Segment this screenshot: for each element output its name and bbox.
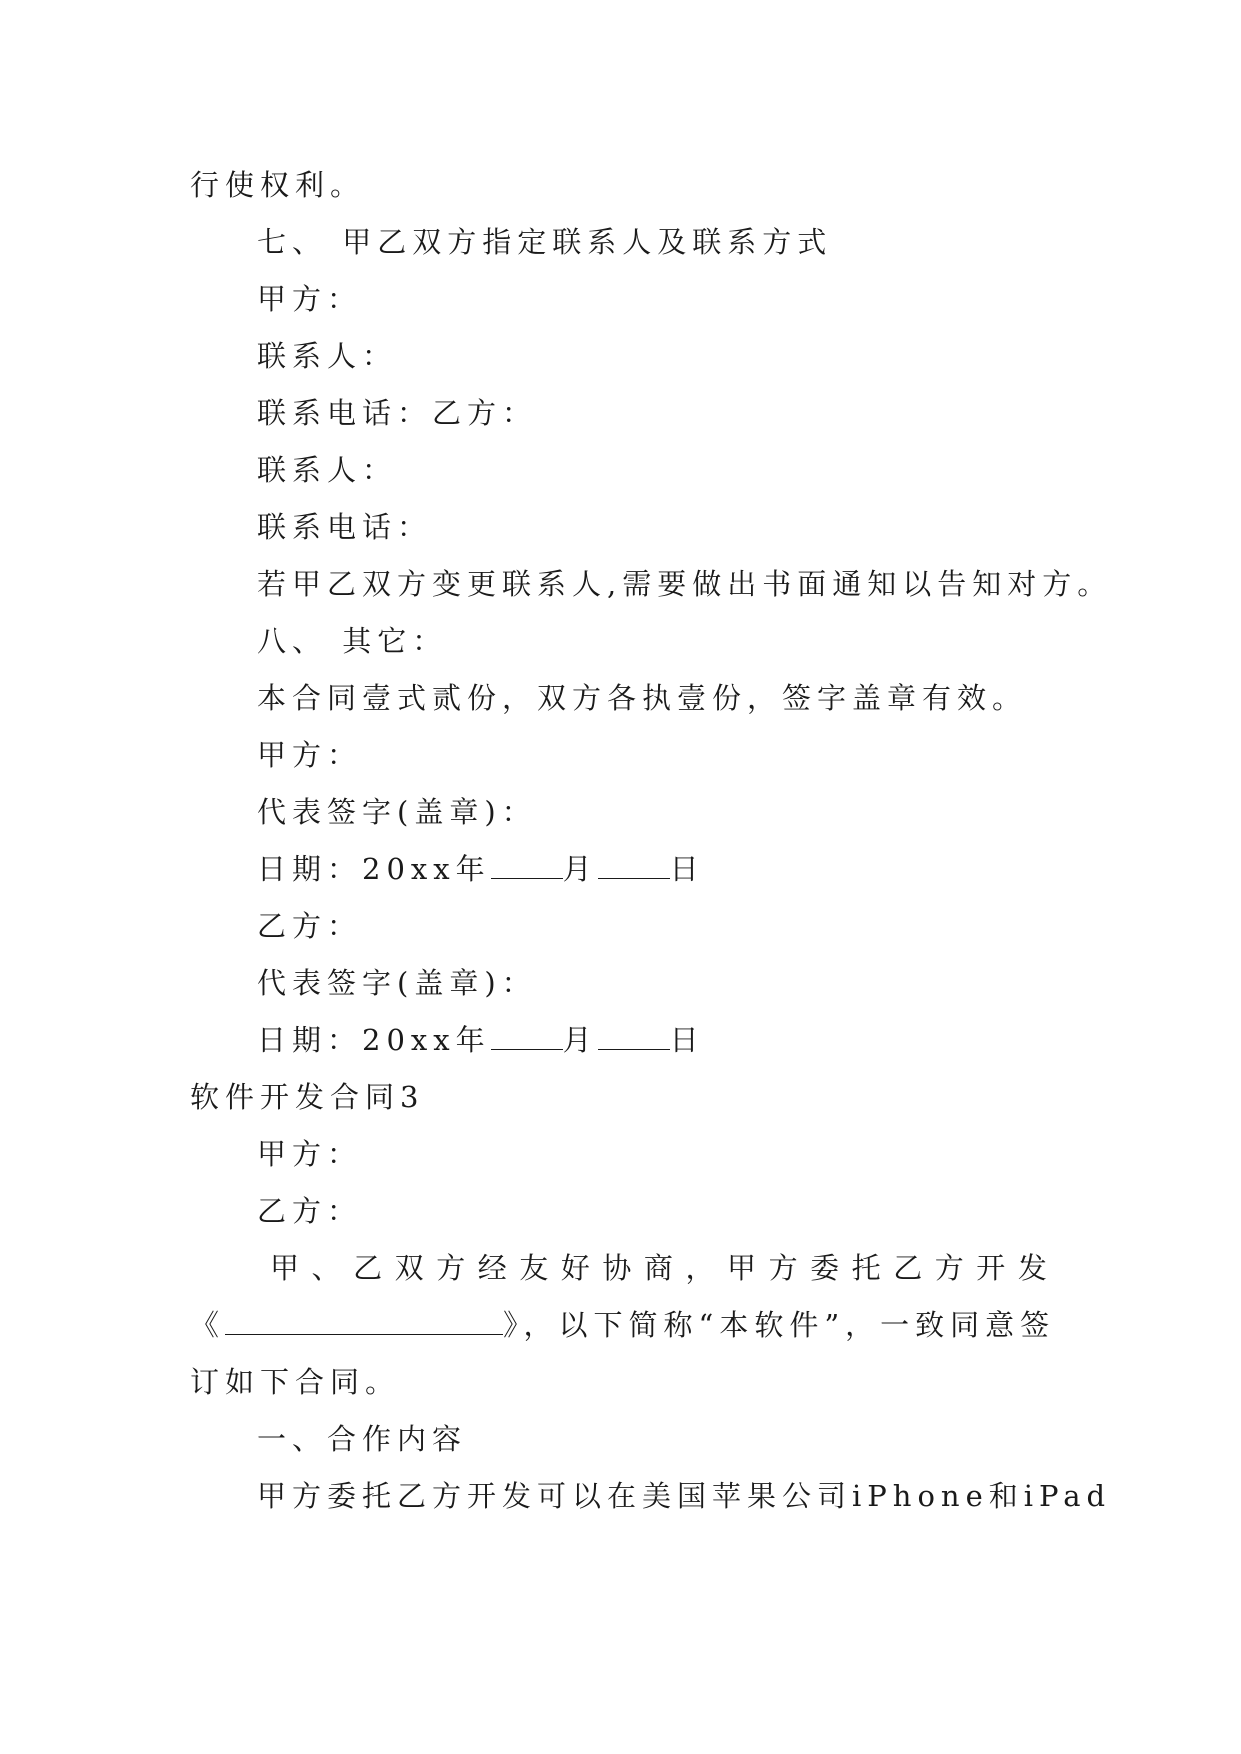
intro-char: 经 — [477, 1251, 507, 1285]
month-label: 月 — [562, 1023, 598, 1057]
book-title-open: 《 — [190, 1308, 226, 1342]
party-a-label: 甲方： — [257, 738, 363, 772]
paragraph-line: 行使权利。 — [190, 168, 366, 202]
party-a-label: 甲方： — [257, 282, 363, 316]
paragraph-line: 本合同壹式贰份，双方各执壹份，签字盖章有效。 — [257, 681, 1028, 715]
contact-person-label: 联系人： — [257, 453, 398, 487]
date-line — [257, 849, 705, 889]
intro-char: 友 — [519, 1251, 549, 1285]
party-b-label: 乙方： — [257, 1194, 363, 1228]
day-label: 日 — [669, 1023, 705, 1057]
intro-char: ， — [685, 1251, 715, 1285]
party-a-label: 甲方： — [257, 1137, 363, 1171]
paragraph-line: 若甲乙双方变更联系人,需要做出书面通知以告知对方。 — [257, 567, 1113, 601]
intro-char: 甲 — [270, 1251, 300, 1285]
signature-label: 代表签字(盖章)： — [257, 966, 537, 1000]
intro-line-1 — [270, 1248, 1047, 1288]
paragraph-line: 甲方委托乙方开发可以在美国苹果公司iPhone和iPad — [257, 1479, 1112, 1513]
intro-char: 委 — [810, 1251, 840, 1285]
intro-char: 甲 — [727, 1251, 757, 1285]
date-line — [257, 1020, 705, 1060]
intro-char: 方 — [768, 1251, 798, 1285]
intro-char: 乙 — [893, 1251, 923, 1285]
intro-char: 发 — [1017, 1251, 1047, 1285]
date-prefix: 日期：20xx年 — [257, 1023, 491, 1057]
contact-phone-label: 联系电话： — [257, 510, 433, 544]
intro-line-2 — [190, 1305, 1055, 1345]
section-heading: 八、 其它： — [257, 624, 448, 658]
intro-char: 方 — [934, 1251, 964, 1285]
intro-line-2-rest: 》，以下简称“本软件”，一致同意签 — [503, 1308, 1056, 1342]
month-blank — [491, 850, 563, 879]
contract-title: 软件开发合同3 — [190, 1080, 425, 1114]
intro-char: 协 — [602, 1251, 632, 1285]
intro-char: 乙 — [353, 1251, 383, 1285]
month-label: 月 — [562, 852, 598, 886]
intro-char: 方 — [436, 1251, 466, 1285]
day-blank — [598, 1021, 670, 1050]
day-label: 日 — [669, 852, 705, 886]
software-name-blank — [225, 1306, 503, 1335]
signature-label: 代表签字(盖章)： — [257, 795, 537, 829]
intro-char: 好 — [560, 1251, 590, 1285]
intro-char: 商 — [643, 1251, 673, 1285]
section-heading: 七、 甲乙双方指定联系人及联系方式 — [257, 225, 833, 259]
paragraph-line: 订如下合同。 — [190, 1365, 401, 1399]
month-blank — [491, 1021, 563, 1050]
intro-char: 托 — [851, 1251, 881, 1285]
intro-char: 双 — [394, 1251, 424, 1285]
date-prefix: 日期：20xx年 — [257, 852, 491, 886]
section-heading: 一、合作内容 — [257, 1422, 468, 1456]
day-blank — [598, 850, 670, 879]
intro-char: 、 — [311, 1251, 341, 1285]
intro-char: 开 — [976, 1251, 1006, 1285]
contact-phone-label: 联系电话：乙方： — [257, 396, 538, 430]
party-b-label: 乙方： — [257, 909, 363, 943]
contact-person-label: 联系人： — [257, 339, 398, 373]
